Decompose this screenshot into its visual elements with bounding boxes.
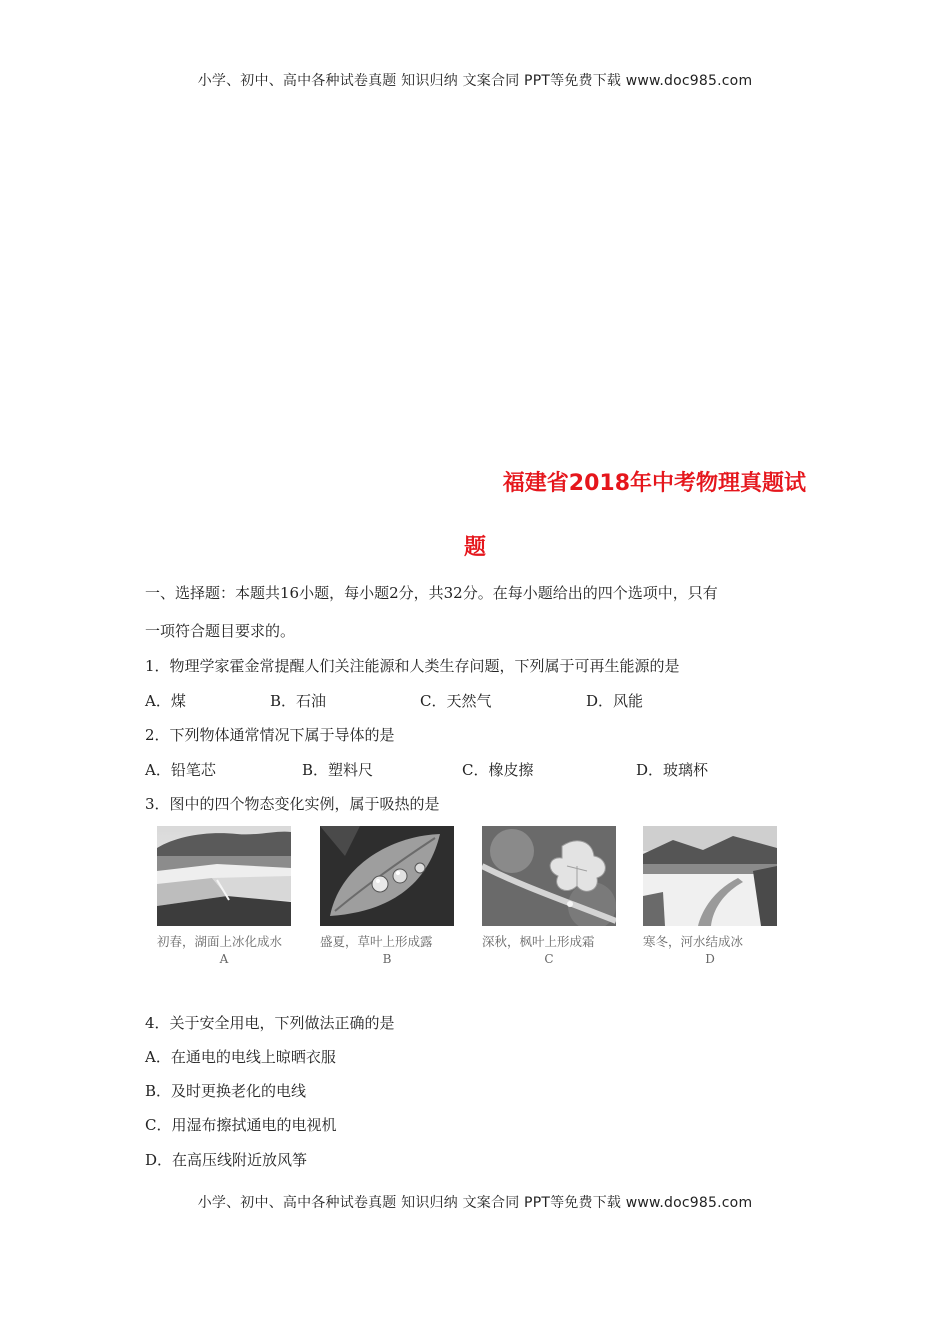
- q1-option-b: B．石油: [270, 692, 327, 710]
- q2-option-a: A．铅笔芯: [145, 761, 216, 779]
- question-4-stem: 4．关于安全用电，下列做法正确的是: [145, 1014, 395, 1032]
- figure-a-caption: 初春，湖面上冰化成水: [157, 934, 283, 949]
- figure-d: [643, 826, 783, 966]
- figure-c: [482, 826, 622, 966]
- figure-b-photo: [320, 826, 454, 926]
- figure-b-label: B: [382, 952, 392, 966]
- figure-c-label: C: [544, 952, 554, 966]
- page-footer: 小学、初中、高中各种试卷真题 知识归纳 文案合同 PPT等免费下载 www.doc985.com: [197, 1195, 753, 1211]
- question-3-stem: 3．图中的四个物态变化实例，属于吸热的是: [145, 795, 440, 813]
- q4-option-a: A．在通电的电线上晾晒衣服: [145, 1048, 336, 1066]
- q2-option-b: B．塑料尺: [302, 761, 374, 779]
- q1-option-a: A．煤: [145, 692, 186, 710]
- exam-title-line1: 福建省2018年中考物理真题试: [502, 471, 806, 496]
- q1-option-d: D．风能: [586, 692, 644, 710]
- q4-option-b: B．及时更换老化的电线: [145, 1082, 307, 1100]
- section-instruction-line1: 一、选择题：本题共16小题，每小题2分，共32分。在每小题给出的四个选项中，只有: [145, 584, 718, 602]
- q1-option-c: C．天然气: [420, 692, 492, 710]
- question-3-figures: [157, 826, 797, 976]
- exam-title-line2: 题: [463, 535, 486, 560]
- figure-b-caption: 盛夏，草叶上形成露: [320, 934, 433, 949]
- q2-option-d: D．玻璃杯: [636, 761, 709, 779]
- figure-c-caption: 深秋，枫叶上形成霜: [482, 934, 595, 949]
- question-1-stem: 1．物理学家霍金常提醒人们关注能源和人类生存问题，下列属于可再生能源的是: [145, 657, 680, 675]
- figure-a: [157, 826, 297, 966]
- section-instruction-line2: 一项符合题目要求的。: [145, 622, 296, 640]
- figure-a-photo: [157, 826, 291, 926]
- page-header: 小学、初中、高中各种试卷真题 知识归纳 文案合同 PPT等免费下载 www.doc985.com: [197, 73, 753, 89]
- q4-option-d: D．在高压线附近放风筝: [145, 1151, 308, 1169]
- figure-b: [320, 826, 460, 966]
- figure-d-caption: 寒冬，河水结成冰: [643, 934, 744, 949]
- q2-option-c: C．橡皮擦: [462, 761, 534, 779]
- figure-d-label: D: [705, 952, 715, 966]
- question-2-stem: 2．下列物体通常情况下属于导体的是: [145, 726, 395, 744]
- figure-c-photo: [482, 826, 616, 926]
- q4-option-c: C．用湿布擦拭通电的电视机: [145, 1116, 337, 1134]
- figure-a-label: A: [219, 952, 229, 966]
- figure-d-photo: [643, 826, 777, 926]
